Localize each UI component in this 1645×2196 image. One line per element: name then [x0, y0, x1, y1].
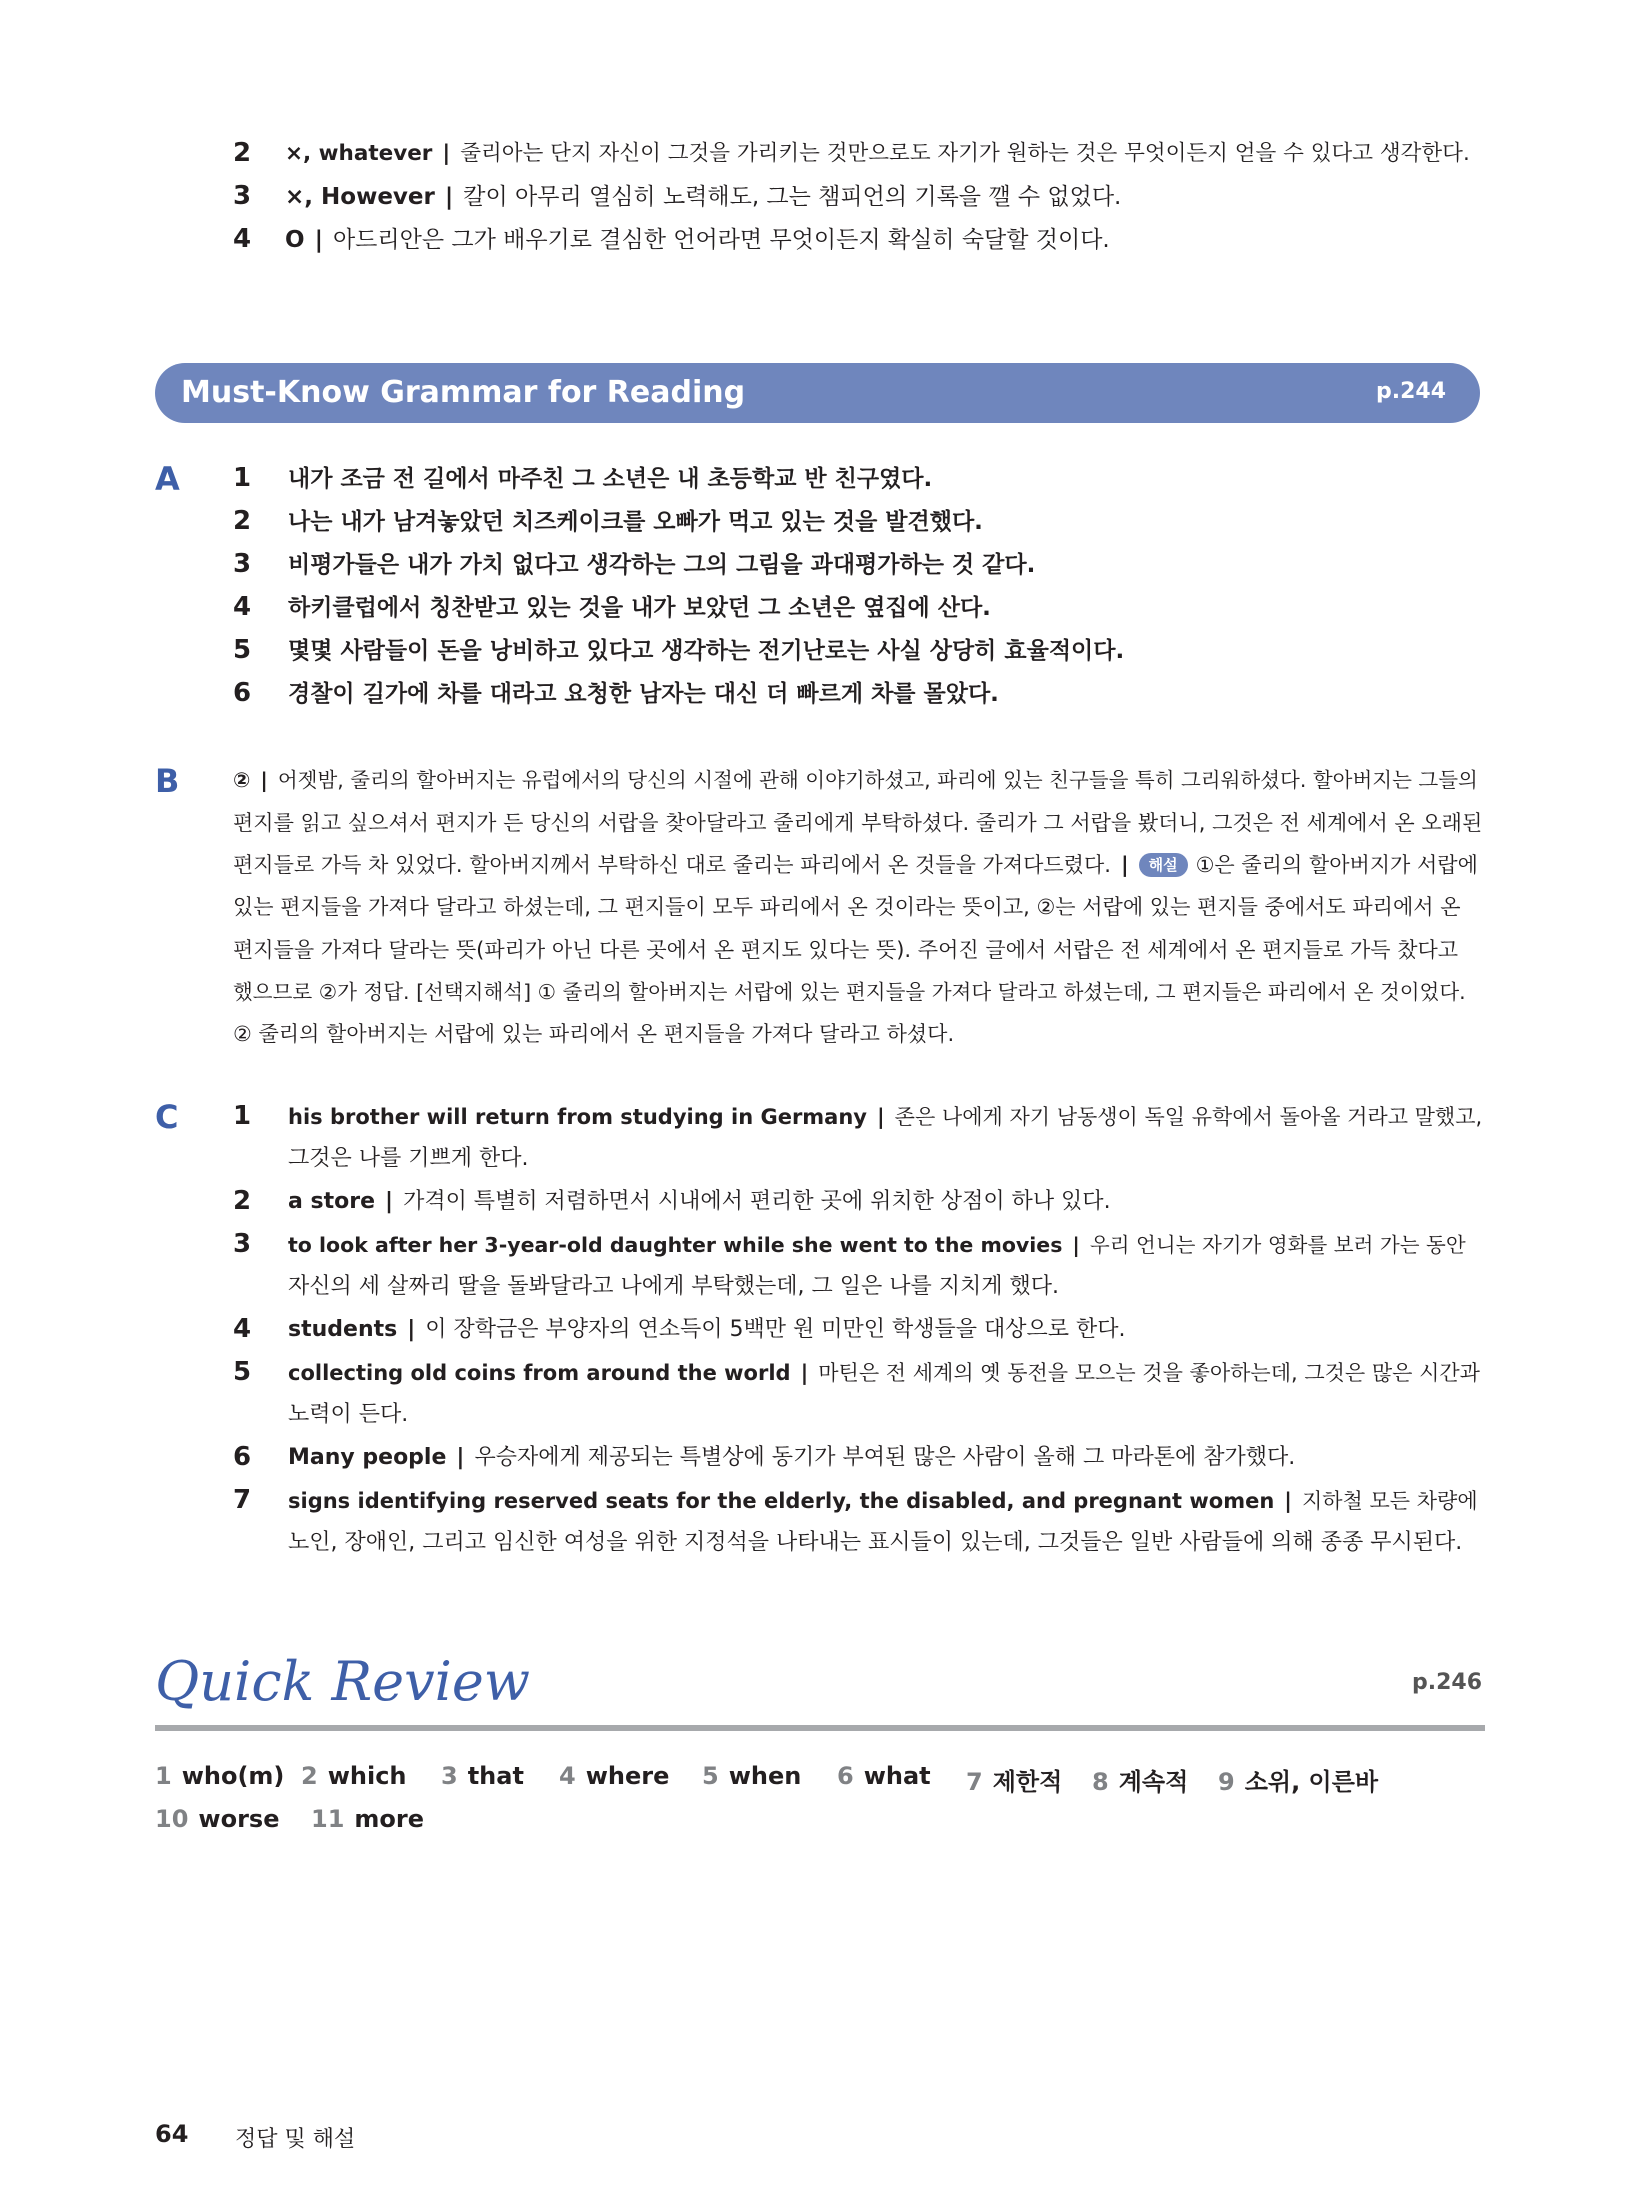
qr-value: which: [327, 1762, 407, 1790]
answer-line: his brother will return from studying in Germany | 존은 나에게 자기 남동생이 독일 유학에서 돌아올 거라고 말했고,: [288, 1105, 1483, 1129]
translation: 우승자에게 제공되는 특별상에 동기가 부여된 많은 사람이 올해 그 마라톤에 참가했다.: [474, 1445, 1296, 1470]
answer: his brother will return from studying in Germany: [288, 1105, 867, 1129]
item-number: 4: [233, 224, 252, 254]
item-number: 3: [233, 1229, 252, 1259]
qr-num: 10: [155, 1805, 189, 1833]
item-number: 4: [233, 592, 252, 622]
answer-line: students | 이 장학금은 부양자의 연소득이 5백만 원 미만인 학생들을 대상으로 한다.: [288, 1317, 1126, 1342]
qr-value: when: [728, 1762, 802, 1790]
qr-answer: [155, 1805, 279, 1833]
qr-value: where: [585, 1762, 670, 1790]
answer-line: a store | 가격이 특별히 저렴하면서 시내에서 편리한 곳에 위치한 상점이 하나 있다.: [288, 1189, 1111, 1214]
text: ①은 줄리의 할아버지가 서랍에: [1195, 853, 1478, 877]
answer-line: signs identifying reserved seats for the elderly, the disabled, and pregnant women | 지하철 모든 차량에: [288, 1489, 1478, 1513]
qr-answer: [1218, 1762, 1378, 1797]
qr-value: worse: [198, 1805, 280, 1833]
translation: 몇몇 사람들이 돈을 낭비하고 있다고 생각하는 전기난로는 사실 상당히 효율적이다.: [288, 638, 1125, 664]
quick-review-page-ref: p.246: [1411, 1670, 1482, 1695]
qr-answer: [702, 1762, 801, 1790]
paragraph-line: 편지를 읽고 싶으셔서 편지가 든 당신의 서랍을 찾아달라고 줄리에게 부탁하셨다. 줄리가 그 서랍을 봤더니, 그것은 전 세계에서 온 오래된: [233, 811, 1483, 835]
paragraph-line: 편지들로 가득 차 있었다. 할아버지께서 부탁하신 대로 줄리는 파리에서 온 것들을 가져다드렸다. | 해설 ①은 줄리의 할아버지가 서랍에: [233, 853, 1478, 877]
section-banner: [155, 363, 1480, 423]
qr-answer: [301, 1762, 407, 1790]
qr-num: 5: [702, 1762, 719, 1790]
item-number: 5: [233, 1357, 252, 1387]
explanation-tag: 해설: [1139, 853, 1188, 877]
answer: ×, However: [285, 184, 435, 210]
qr-num: 6: [837, 1762, 854, 1790]
item-number: 6: [233, 678, 252, 708]
qr-answer: [1092, 1762, 1188, 1797]
page-number: 64: [155, 2120, 189, 2148]
section-a-letter: A: [155, 460, 180, 498]
paragraph-line: ② 줄리의 할아버지는 서랍에 있는 파리에서 온 편지들을 가져다 달라고 하셨다.: [233, 1022, 955, 1046]
qr-answer: [837, 1762, 931, 1790]
answer-line: to look after her 3-year-old daughter while she went to the movies | 우리 언니는 자기가 영화를 보러 가는 동안: [288, 1233, 1466, 1257]
translation: 이 장학금은 부양자의 연소득이 5백만 원 미만인 학생들을 대상으로 한다.: [425, 1317, 1126, 1342]
translation: 존은 나에게 자기 남동생이 독일 유학에서 돌아올 거라고 말했고,: [894, 1105, 1483, 1129]
qr-answer: [155, 1762, 284, 1790]
item-number: 3: [233, 549, 252, 579]
paragraph-line: ② | 어젯밤, 줄리의 할아버지는 유럽에서의 당신의 시절에 관해 이야기하셨고, 파리에 있는 친구들을 특히 그리워하셨다. 할아버지는 그들의: [233, 768, 1478, 792]
answer-line-cont: 노인, 장애인, 그리고 임신한 여성을 위한 지정석을 나타내는 표시들이 있는데, 그것들은 일반 사람들에 의해 종종 무시된다.: [288, 1530, 1463, 1555]
qr-value: who(m): [181, 1762, 285, 1790]
translation: 칼이 아무리 열심히 노력해도, 그는 챔피언의 기록을 깰 수 없었다.: [463, 184, 1122, 210]
translation: 나는 내가 남겨놓았던 치즈케이크를 오빠가 먹고 있는 것을 발견했다.: [288, 509, 983, 535]
answer: signs identifying reserved seats for the elderly, the disabled, and pregnant women: [288, 1489, 1275, 1513]
paragraph-line: 있는 편지들을 가져다 달라고 하셨는데, 그 편지들이 모두 파리에서 온 것이라는 뜻이고, ②는 서랍에 있는 편지들 중에서도 파리에서 온: [233, 895, 1461, 919]
section-b-letter: B: [155, 762, 180, 800]
qr-value: 소위, 이른바: [1244, 1768, 1379, 1796]
qr-num: 9: [1218, 1768, 1235, 1796]
answer-line: Many people | 우승자에게 제공되는 특별상에 동기가 부여된 많은 사람이 올해 그 마라톤에 참가했다.: [288, 1445, 1296, 1470]
item-number: 7: [233, 1485, 252, 1515]
qr-num: 2: [301, 1762, 318, 1790]
translation: 우리 언니는 자기가 영화를 보러 가는 동안: [1089, 1233, 1466, 1257]
translation: 비평가들은 내가 가치 없다고 생각하는 그의 그림을 과대평가하는 것 같다.: [288, 552, 1036, 578]
translation: 가격이 특별히 저렴하면서 시내에서 편리한 곳에 위치한 상점이 하나 있다.: [403, 1189, 1111, 1214]
banner-title: Must-Know Grammar for Reading: [181, 375, 746, 410]
qr-num: 8: [1092, 1768, 1109, 1796]
answer: O: [285, 227, 305, 253]
qr-num: 1: [155, 1762, 172, 1790]
qr-value: more: [354, 1805, 425, 1833]
answer-line: ×, However | 칼이 아무리 열심히 노력해도, 그는 챔피언의 기록을 깰 수 없었다.: [285, 184, 1122, 210]
translation: 경찰이 길가에 차를 대라고 요청한 남자는 대신 더 빠르게 차를 몰았다.: [288, 681, 999, 707]
answer-line-cont: 노력이 든다.: [288, 1402, 409, 1427]
answer: Many people: [288, 1445, 447, 1470]
paragraph-line: 편지들을 가져다 달라는 뜻(파리가 아닌 다른 곳에서 온 편지도 있다는 뜻). 주어진 글에서 서랍은 전 세계에서 온 편지들로 가득 찼다고: [233, 938, 1459, 962]
item-number: 2: [233, 138, 252, 168]
qr-num: 4: [559, 1762, 576, 1790]
section-c-letter: C: [155, 1098, 179, 1136]
answer-line-cont: 그것은 나를 기쁘게 한다.: [288, 1146, 529, 1171]
qr-value: 제한적: [992, 1768, 1063, 1796]
translation: 아드리안은 그가 배우기로 결심한 언어라면 무엇이든지 확실히 숙달할 것이다.: [332, 227, 1110, 253]
qr-num: 3: [441, 1762, 458, 1790]
answer: ②: [233, 768, 251, 792]
translation: 줄리아는 단지 자신이 그것을 가리키는 것만으로도 자기가 원하는 것은 무엇이든지 얻을 수 있다고 생각한다.: [460, 141, 1470, 166]
qr-value: 계속적: [1118, 1768, 1189, 1796]
qr-answer: [966, 1762, 1062, 1797]
qr-num: 11: [311, 1805, 345, 1833]
item-number: 1: [233, 463, 252, 493]
qr-answer: [559, 1762, 669, 1790]
footer-label: 정답 및 해설: [235, 2127, 356, 2152]
qr-answer: [441, 1762, 524, 1790]
answer: ×, whatever: [285, 141, 433, 166]
item-number: 2: [233, 1186, 252, 1216]
answer-line-cont: 자신의 세 살짜리 딸을 돌봐달라고 나에게 부탁했는데, 그 일은 나를 지치게 했다.: [288, 1274, 1059, 1299]
answer: to look after her 3-year-old daughter while she went to the movies: [288, 1233, 1063, 1257]
qr-num: 7: [966, 1768, 983, 1796]
item-number: 1: [233, 1101, 252, 1131]
quick-review-title: Quick Review: [155, 1650, 531, 1713]
qr-value: what: [863, 1762, 931, 1790]
translation: 하키클럽에서 칭찬받고 있는 것을 내가 보았던 그 소년은 옆집에 산다.: [288, 595, 991, 621]
divider: [155, 1725, 1485, 1731]
translation: 지하철 모든 차량에: [1301, 1489, 1478, 1513]
translation: 내가 조금 전 길에서 마주친 그 소년은 내 초등학교 반 친구였다.: [288, 466, 933, 492]
paragraph-line: 했으므로 ②가 정답. [선택지해석] ① 줄리의 할아버지는 서랍에 있는 편지들을 가져다 달라고 하셨는데, 그 편지들은 파리에서 온 것이었다.: [233, 980, 1466, 1004]
item-number: 4: [233, 1314, 252, 1344]
answer-line: ×, whatever | 줄리아는 단지 자신이 그것을 가리키는 것만으로도 자기가 원하는 것은 무엇이든지 얻을 수 있다고 생각한다.: [285, 141, 1470, 166]
answer: collecting old coins from around the world: [288, 1361, 791, 1385]
text: 어젯밤, 줄리의 할아버지는 유럽에서의 당신의 시절에 관해 이야기하셨고, 파리에 있는 친구들을 특히 그리워하셨다. 할아버지는 그들의: [277, 768, 1478, 792]
text: 편지들로 가득 차 있었다. 할아버지께서 부탁하신 대로 줄리는 파리에서 온 것들을 가져다드렸다.: [233, 853, 1111, 877]
answer-line: O | 아드리안은 그가 배우기로 결심한 언어라면 무엇이든지 확실히 숙달할 것이다.: [285, 227, 1110, 253]
qr-value: that: [467, 1762, 524, 1790]
answer: a store: [288, 1189, 376, 1214]
qr-answer: [311, 1805, 424, 1833]
item-number: 3: [233, 181, 252, 211]
banner-page-ref: p.244: [1375, 379, 1446, 404]
answer: students: [288, 1317, 398, 1342]
answer-line: collecting old coins from around the world | 마틴은 전 세계의 옛 동전을 모으는 것을 좋아하는데, 그것은 많은 시간과: [288, 1361, 1480, 1385]
item-number: 6: [233, 1442, 252, 1472]
item-number: 5: [233, 635, 252, 665]
translation: 마틴은 전 세계의 옛 동전을 모으는 것을 좋아하는데, 그것은 많은 시간과: [818, 1361, 1480, 1385]
item-number: 2: [233, 506, 252, 536]
